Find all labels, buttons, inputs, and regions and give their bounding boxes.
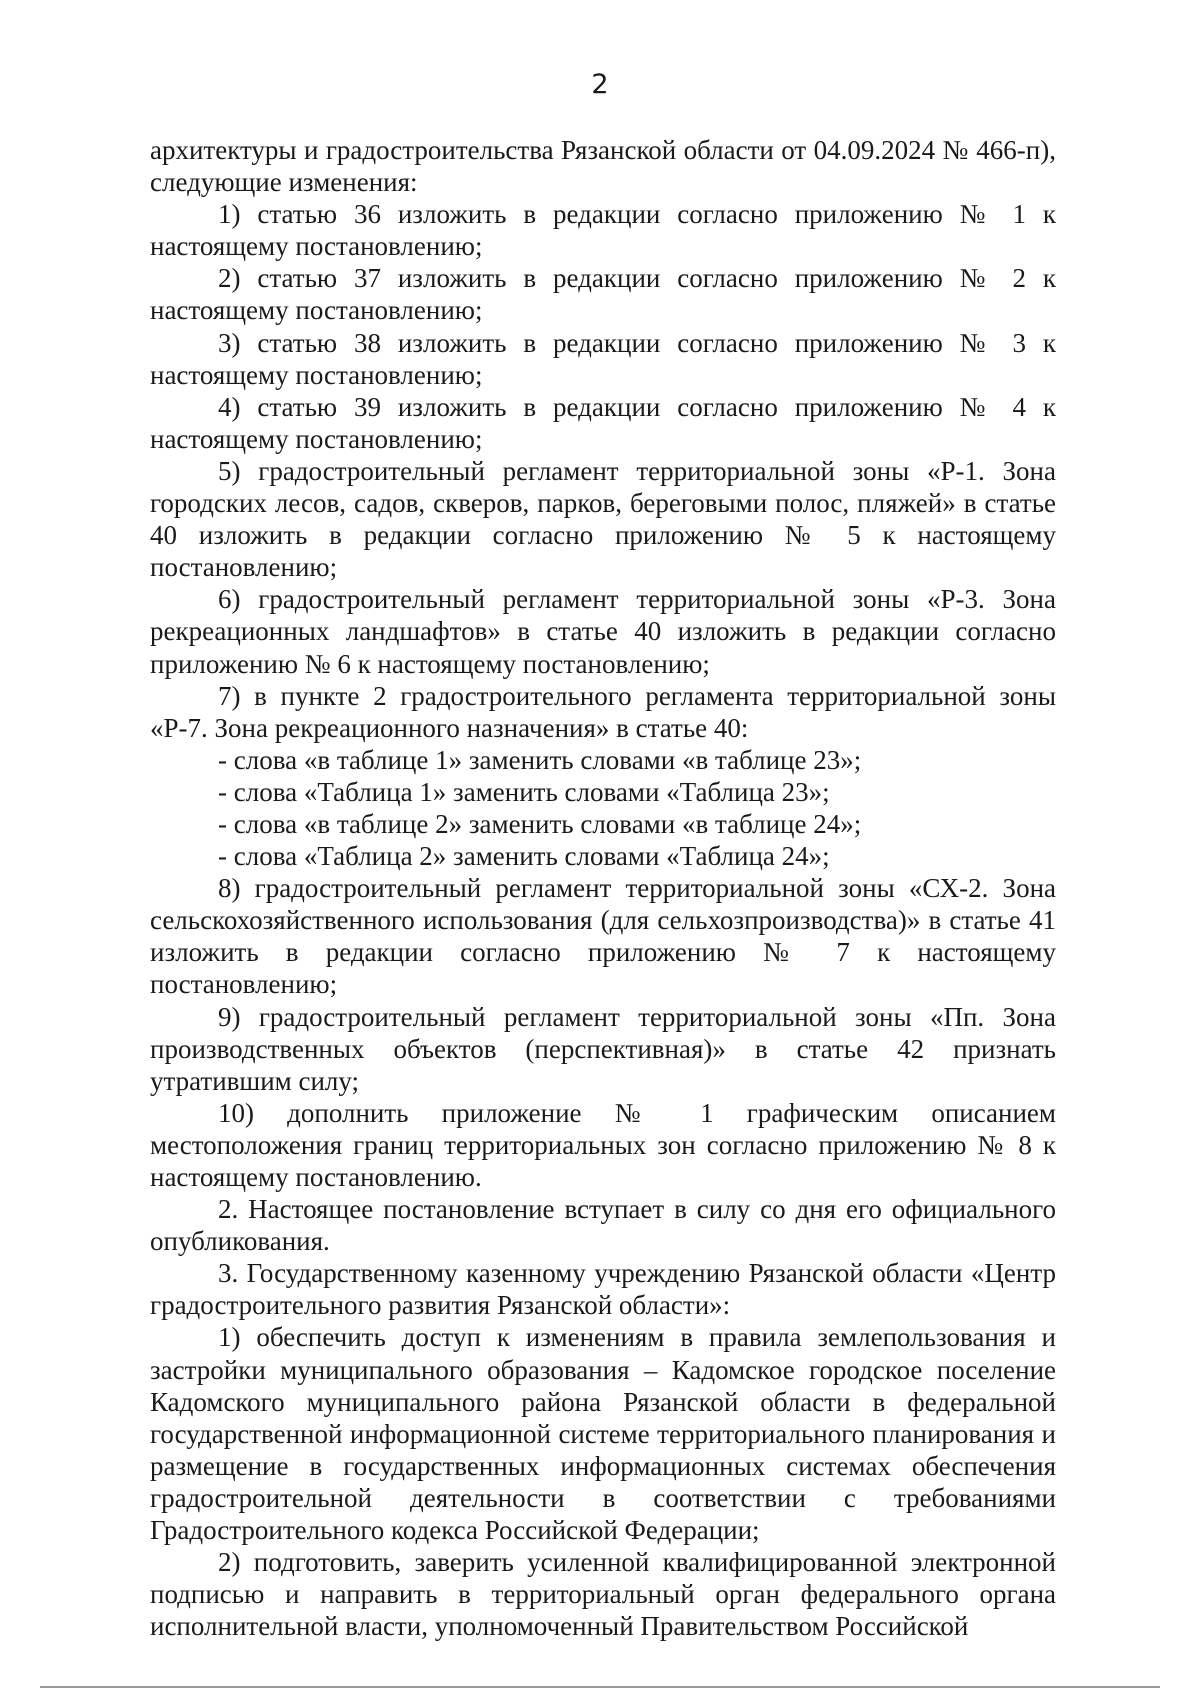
list-item-zone-pp: 9) градостроительный регламент территориальной зоны «Пп. Зона производственных объектов (перспективная)» в статье 42 признать утратившим силу;: [150, 1001, 1056, 1096]
paragraph-continuation: архитектуры и градостроительства Рязанской области от 04.09.2024 № 466-п), следующие изменения:: [150, 135, 1056, 198]
list-item-zone-r3: 6) градостроительный регламент территориальной зоны «Р-3. Зона рекреационных ландшафтов» в статье 40 изложить в редакции согласно приложению № 6 к настоящему постановлению;: [150, 584, 1056, 679]
list-item-article-38: 3) статью 38 изложить в редакции согласно приложению № 3 к настоящему постановлению;: [150, 327, 1056, 390]
list-item-article-37: 2) статью 37 изложить в редакции согласно приложению № 2 к настоящему постановлению;: [150, 263, 1056, 326]
clause-3-item-2: 2) подготовить, заверить усиленной квалифицированной электронной подписью и направить в территориальный орган федерального органа исполнительной власти, уполномоченный Правительством Российской: [150, 1547, 1056, 1642]
list-item-article-36: 1) статью 36 изложить в редакции согласно приложению № 1 к настоящему постановлению;: [150, 199, 1056, 262]
list-item-zone-r7: 7) в пункте 2 градостроительного регламента территориальной зоны «Р-7. Зона рекреационного назначения» в статье 40:: [150, 680, 1056, 743]
sub-item-replace-2: - слова «Таблица 1» заменить словами «Таблица 23»;: [218, 776, 830, 807]
sub-item-replace-4: - слова «Таблица 2» заменить словами «Таблица 24»;: [218, 841, 830, 872]
document-body: [150, 134, 1056, 1642]
sub-item-replace-3: - слова «в таблице 2» заменить словами «в таблице 24»;: [218, 808, 862, 839]
list-item-appendix-1: 10) дополнить приложение № 1 графическим описанием местоположения границ территориальных зон согласно приложению № 8 к настоящему постановлению.: [150, 1097, 1056, 1192]
list-item-article-39: 4) статью 39 изложить в редакции согласно приложению № 4 к настоящему постановлению;: [150, 391, 1056, 454]
clause-3: 3. Государственному казенному учреждению Рязанской области «Центр градостроительного развития Рязанской области»:: [150, 1258, 1056, 1321]
clause-3-item-1: 1) обеспечить доступ к изменениям в правила землепользования и застройки муниципального образования – Кадомское городское поселение Кадомского муниципального района Рязанской области в федеральной государственной информационной системе территориального планирования и размещение в государственных информационных системах обеспечения градостроительной деятельности в соответствии с требованиями Градостроительного кодекса Российской Федерации;: [150, 1322, 1056, 1546]
list-item-zone-sx2: 8) градостроительный регламент территориальной зоны «СХ-2. Зона сельскохозяйственного использования (для сельхозпроизводства)» в статье 41 изложить в редакции согласно приложению № 7 к настоящему постановлению;: [150, 873, 1056, 1000]
sub-item-replace-1: - слова «в таблице 1» заменить словами «в таблице 23»;: [218, 744, 862, 775]
list-item-zone-r1: 5) градостроительный регламент территориальной зоны «Р-1. Зона городских лесов, садов, скверов, парков, береговыми полос, пляжей» в статье 40 изложить в редакции согласно приложению № 5 к настоящему постановлению;: [150, 455, 1056, 583]
page-number: 2: [591, 69, 609, 100]
bottom-rule: [40, 1686, 1160, 1688]
clause-2: 2. Настоящее постановление вступает в силу со дня его официального опубликования.: [150, 1194, 1056, 1257]
